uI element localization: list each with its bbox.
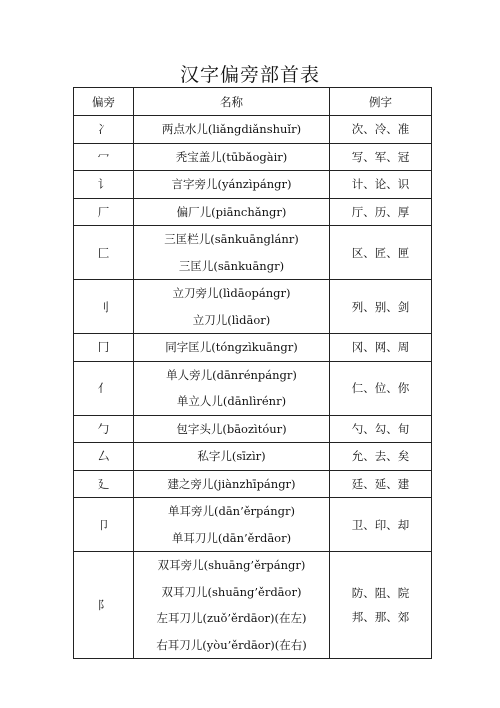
examples-cell xyxy=(330,198,432,226)
example-characters: 卫、印、却 xyxy=(351,517,410,532)
table-body xyxy=(74,116,432,659)
radical-cell: 阝 xyxy=(74,552,134,659)
example-characters: 厅、历、厚 xyxy=(351,204,410,219)
radical-name: 三匡栏儿(sānkuānglánr) xyxy=(164,232,299,246)
radical-table xyxy=(73,87,432,659)
examples-cell xyxy=(330,334,432,362)
table-row xyxy=(74,226,432,280)
examples-cell xyxy=(330,498,432,552)
name-cell xyxy=(134,361,330,415)
radical-cell: 亻 xyxy=(74,361,134,415)
radical-cell: 厂 xyxy=(74,198,134,226)
name-cell xyxy=(134,226,330,280)
table-row xyxy=(74,116,432,144)
examples-cell xyxy=(330,552,432,659)
radical-cell: 讠 xyxy=(74,171,134,199)
radical-name: 单耳刀儿(dān’ěrdāor) xyxy=(171,530,292,545)
column-header-name: 名称 xyxy=(134,88,330,116)
radical-cell: 厶 xyxy=(74,443,134,471)
radical-name: 双耳旁儿(shuāng’ěrpángr) xyxy=(157,558,306,572)
name-cell xyxy=(134,470,330,498)
examples-cell xyxy=(330,361,432,415)
examples-cell xyxy=(330,171,432,199)
radical-name: 同字匡儿(tóngzìkuāngr) xyxy=(165,340,298,354)
example-characters: 仁、位、你 xyxy=(351,381,410,395)
examples-cell xyxy=(330,116,432,144)
radical-cell: 刂 xyxy=(74,280,134,334)
example-characters: 写、军、冠 xyxy=(351,149,410,164)
radical-cell: 匚 xyxy=(74,226,134,280)
table-header-row xyxy=(74,88,432,116)
radical-name: 三匡儿(sānkuāngr) xyxy=(178,258,285,273)
table-row xyxy=(74,415,432,443)
radical-name: 左耳刀儿(zuǒ’ěrdāor)(在左) xyxy=(156,611,307,625)
example-characters: 计、论、识 xyxy=(351,177,410,192)
name-cell xyxy=(134,280,330,334)
table-row xyxy=(74,334,432,362)
table-row xyxy=(74,171,432,199)
radical-name: 立刀旁儿(lìdāopángr) xyxy=(172,286,291,300)
radical-name: 单立人儿(dānlìrénr) xyxy=(176,394,287,408)
column-header-radical: 偏旁 xyxy=(74,88,134,116)
table-row xyxy=(74,498,432,552)
table-row xyxy=(74,552,432,659)
example-characters: 冈、网、周 xyxy=(351,340,410,355)
examples-cell xyxy=(330,470,432,498)
example-characters: 次、冷、准 xyxy=(351,122,410,137)
radical-name: 单人旁儿(dānrénpángr) xyxy=(166,367,297,382)
examples-cell xyxy=(330,415,432,443)
radical-name: 偏厂儿(piānchǎngr) xyxy=(176,204,287,219)
radical-name: 立刀儿(lìdāor) xyxy=(192,312,271,327)
radical-name: 双耳刀儿(shuāng’ěrdāor) xyxy=(161,584,302,599)
radical-name: 单耳旁儿(dān’ěrpángr) xyxy=(167,504,296,518)
radical-cell: 勹 xyxy=(74,415,134,443)
table-row xyxy=(74,143,432,171)
name-cell xyxy=(134,143,330,171)
examples-cell xyxy=(330,443,432,471)
name-cell xyxy=(134,443,330,471)
examples-cell xyxy=(330,280,432,334)
example-characters: 列、别、剑 xyxy=(351,299,410,314)
table-row xyxy=(74,470,432,498)
example-characters: 允、去、矣 xyxy=(351,449,410,464)
radical-cell: 冂 xyxy=(74,334,134,362)
example-characters: 邦、那、郊 xyxy=(351,610,410,624)
examples-cell xyxy=(330,143,432,171)
name-cell xyxy=(134,334,330,362)
radical-cell: 冖 xyxy=(74,143,134,171)
name-cell xyxy=(134,415,330,443)
name-cell xyxy=(134,171,330,199)
radical-cell: 廴 xyxy=(74,470,134,498)
name-cell xyxy=(134,116,330,144)
radical-cell: 冫 xyxy=(74,116,134,144)
column-header-examples: 例字 xyxy=(330,88,432,116)
name-cell xyxy=(134,198,330,226)
example-characters: 区、匠、匣 xyxy=(351,245,410,260)
radical-name: 包字头儿(bāozìtóur) xyxy=(176,421,287,436)
radical-name: 右耳刀儿(yòu’ěrdāor)(在右) xyxy=(156,637,307,652)
table-row xyxy=(74,198,432,226)
page-title: 汉字偏旁部首表 xyxy=(179,64,320,86)
radical-name: 两点水儿(liǎngdiǎnshuǐr) xyxy=(161,122,302,136)
table-row xyxy=(74,280,432,334)
radical-name: 建之旁儿(jiànzhīpángr) xyxy=(167,476,296,491)
radical-name: 私字儿(sīzìr) xyxy=(197,449,266,463)
name-cell xyxy=(134,552,330,659)
radical-name: 秃宝盖儿(tūbǎogàir) xyxy=(175,149,288,164)
radical-cell: 卩 xyxy=(74,498,134,552)
table-row xyxy=(74,443,432,471)
table-row xyxy=(74,361,432,415)
example-characters: 勺、勾、旬 xyxy=(351,421,410,436)
example-characters: 廷、延、建 xyxy=(351,476,410,491)
radical-name: 言字旁儿(yánzìpángr) xyxy=(171,177,292,191)
example-characters: 防、阻、院 xyxy=(351,586,410,600)
examples-cell xyxy=(330,226,432,280)
name-cell xyxy=(134,498,330,552)
